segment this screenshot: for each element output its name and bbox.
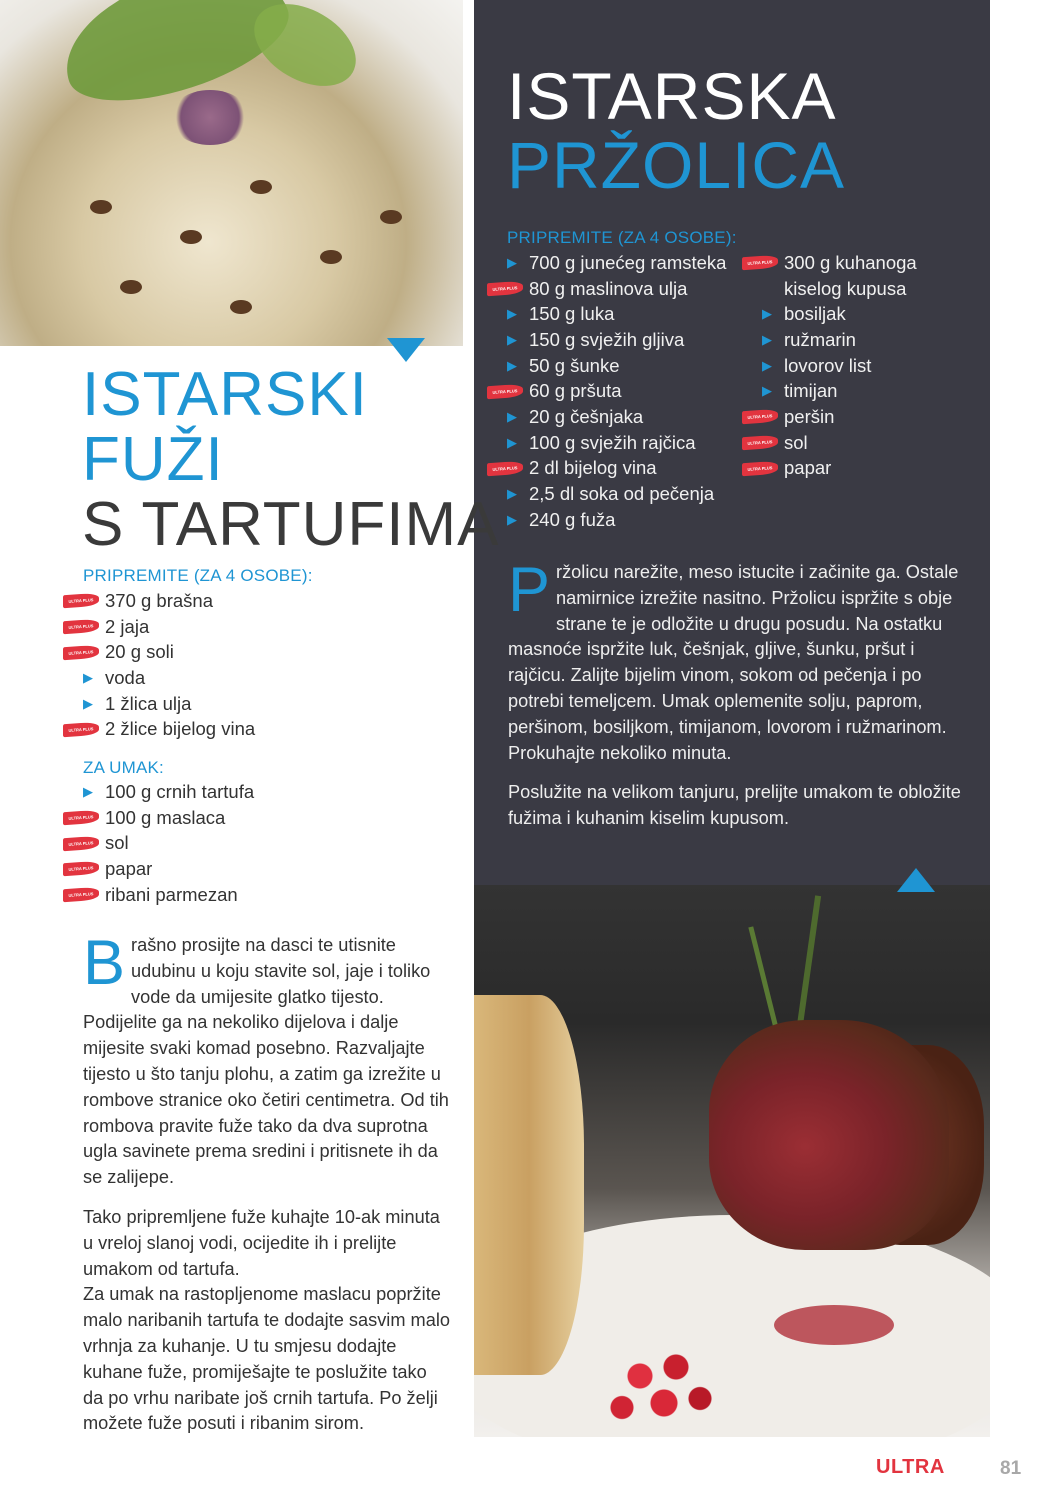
- ingredient-item: [59, 614, 255, 640]
- triangle-bullet-icon: ▶: [762, 331, 772, 347]
- ultra-plus-tag: ULTRA PLUS: [63, 593, 99, 609]
- ingredient-item: [483, 456, 726, 482]
- ultra-plus-tag: ULTRA PLUS: [742, 435, 778, 451]
- ultra-plus-logo-icon: [59, 620, 99, 633]
- ultra-plus-logo-icon: [59, 594, 99, 607]
- ultra-plus-logo-icon: [59, 646, 99, 659]
- ingredient-text: 100 g maslaca: [105, 806, 226, 828]
- ingredient-text: 50 g šunke: [529, 354, 620, 376]
- ingredient-text: bosiljak: [784, 303, 846, 325]
- ultra-plus-logo-icon: [738, 256, 778, 269]
- triangle-bullet-icon: ▶: [83, 695, 93, 711]
- ingredient-item: [483, 430, 726, 456]
- ingredient-item: [483, 378, 726, 404]
- ingredient-text: 2 jaja: [105, 615, 150, 637]
- ultra-plus-tag: ULTRA PLUS: [63, 644, 99, 660]
- ingredient-item: [738, 456, 917, 482]
- ultra-plus-tag: ULTRA PLUS: [63, 722, 99, 738]
- right-paragraph-1: Pržolicu narežite, meso istucite i začinite ga. Ostale namirnice izrežite nasitno. Pržolicu ispržite s obje strane te je odložite u drugu posudu. Na ostatku masnoće ispržite luk, češnjak, gljive, šunku, pršut i rajčicu. Zalijte bijelim vinom, sokom od pečenja i po potrebi temeljcem. Umak oplemenite solju, paprom, peršinom, bosiljkom, timijanom, lovorom i ružmarinom. Prokuhajte nekoliko minuta.: [508, 555, 959, 763]
- ultra-plus-logo-icon: [483, 282, 523, 295]
- ingredient-text: 100 g svježih rajčica: [529, 431, 696, 453]
- ultra-plus-tag: ULTRA PLUS: [63, 619, 99, 635]
- ingredient-item: [59, 588, 255, 614]
- steak-photo: [474, 885, 990, 1437]
- ingredient-text: 240 g fuža: [529, 508, 616, 530]
- right-ingredient-list-2: [738, 250, 917, 481]
- triangle-bullet-icon: ▶: [507, 306, 517, 322]
- ingredient-text: papar: [784, 457, 832, 479]
- ingredient-text: 20 g češnjaka: [529, 405, 644, 427]
- ultra-plus-tag: ULTRA PLUS: [487, 384, 523, 400]
- ultra-plus-logo-icon: [59, 862, 99, 875]
- ingredient-text: ružmarin: [784, 328, 856, 350]
- up-triangle-icon: [897, 868, 935, 892]
- left-recipe-title: [82, 360, 500, 559]
- triangle-bullet-icon: ▶: [507, 331, 517, 347]
- ultra-plus-logo-icon: [59, 837, 99, 850]
- ingredient-item: [738, 430, 917, 456]
- triangle-bullet-icon: ▶: [507, 357, 517, 373]
- ingredient-item: [738, 378, 917, 404]
- left-method-text: [83, 928, 451, 1437]
- ingredient-text: 1 žlica ulja: [105, 692, 192, 714]
- ultra-plus-tag: ULTRA PLUS: [63, 810, 99, 826]
- triangle-bullet-icon: ▶: [507, 408, 517, 424]
- ingredient-item: [59, 830, 254, 856]
- ingredient-item: [738, 404, 917, 430]
- ingredient-text: 80 g maslinova ulja: [529, 277, 688, 299]
- triangle-bullet-icon: ▶: [507, 254, 517, 270]
- dropcap-b: B: [83, 928, 126, 998]
- ingredient-item: [59, 716, 255, 742]
- ultra-plus-logo-icon: [59, 811, 99, 824]
- ingredient-item: [483, 250, 726, 276]
- ultra-plus-logo-icon: [738, 436, 778, 449]
- ultra-plus-tag: ULTRA PLUS: [742, 409, 778, 425]
- sauce-ingredient-list: [59, 779, 254, 907]
- ingredient-text: peršin: [784, 405, 835, 427]
- ingredient-text: voda: [105, 666, 146, 688]
- triangle-bullet-icon: ▶: [507, 434, 517, 450]
- ingredient-item: [738, 276, 917, 302]
- ingredient-item: [59, 691, 255, 717]
- ingredient-text: 2 dl bijelog vina: [529, 457, 657, 479]
- ingredient-item: [483, 481, 726, 507]
- ingredient-item: [738, 353, 917, 379]
- sauce-heading: ZA UMAK:: [83, 758, 164, 777]
- ingredient-item: [483, 404, 726, 430]
- ingredient-item: [738, 301, 917, 327]
- ingredient-item: [738, 327, 917, 353]
- down-triangle-icon: [387, 338, 425, 362]
- ingredient-item: [59, 779, 254, 805]
- left-paragraph-2: Tako pripremljene fuže kuhajte 10-ak minuta u vreloj slanoj vodi, ocijedite ih i prelijte umakom od tartufa.: [83, 1206, 440, 1279]
- triangle-bullet-icon: ▶: [762, 383, 772, 399]
- ingredient-text: ribani parmezan: [105, 883, 238, 905]
- ingredient-item: [483, 507, 726, 533]
- title-line-2: FUŽI: [82, 425, 224, 494]
- title-line-3: S TARTUFIMA: [82, 490, 500, 559]
- triangle-bullet-icon: ▶: [762, 306, 772, 322]
- ultra-plus-tag: ULTRA PLUS: [487, 461, 523, 477]
- ultra-plus-tag: ULTRA PLUS: [742, 461, 778, 477]
- ingredient-text: 20 g soli: [105, 641, 174, 663]
- triangle-bullet-icon: ▶: [83, 669, 93, 685]
- title-line-2: PRŽOLICA: [507, 128, 846, 202]
- left-paragraph-3: Za umak na rastopljenome maslacu popržite malo naribanih tartufa te dodajte sasvim malo vrhnja za kuhanje. U tu smjesu dodajte kuhane fuže, promiješajte te poslužite tako da po vrhu naribate još crnih tartufa. Po želji možete fuže posuti i ribanim sirom.: [83, 1284, 450, 1434]
- ultra-plus-tag: ULTRA PLUS: [63, 835, 99, 851]
- ingredient-text: 150 g luka: [529, 303, 615, 325]
- ultra-plus-logo-icon: [483, 385, 523, 398]
- ingredient-text: 2,5 dl soka od pečenja: [529, 483, 715, 505]
- ingredient-text: timijan: [784, 380, 838, 402]
- right-ingredient-list-1: [483, 250, 726, 533]
- triangle-bullet-icon: ▶: [507, 511, 517, 527]
- title-line-1: ISTARSKA: [507, 59, 837, 133]
- ingredient-text: 700 g junećeg ramsteka: [529, 251, 727, 273]
- ingredient-text: 100 g crnih tartufa: [105, 780, 255, 802]
- triangle-bullet-icon: ▶: [83, 783, 93, 799]
- ingredient-item: [59, 805, 254, 831]
- ingredient-text: 300 g kuhanoga: [784, 251, 917, 273]
- ingredient-item: [483, 276, 726, 302]
- ingredient-item: [483, 301, 726, 327]
- right-paragraph-2: Poslužite na velikom tanjuru, prelijte umakom te obložite fužima i kuhanim kiselim kupusom.: [508, 782, 961, 829]
- triangle-bullet-icon: ▶: [507, 486, 517, 502]
- ingredient-item: [483, 353, 726, 379]
- dropcap-p: P: [508, 555, 551, 625]
- ultra-plus-logo-icon: [483, 462, 523, 475]
- ingredient-text: 60 g pršuta: [529, 380, 622, 402]
- triangle-bullet-icon: ▶: [762, 357, 772, 373]
- ingredient-text: sol: [784, 431, 808, 453]
- ultra-plus-tag: ULTRA PLUS: [742, 255, 778, 271]
- right-method-text: [508, 555, 970, 832]
- left-paragraph-1: Brašno prosijte na dasci te utisnite udubinu u koju stavite sol, jaje i toliko vode da umijesite glatko tijesto. Podijelite ga na nekoliko dijelova i dalje mijesite svaki komad posebno. Razvaljajte tijesto u što tanju plohu, a zatim ga izrežite u rombove stranice oko četiri centimetra. Od tih rombova pravite fuže tako da dva suprotna ugla savinete prema sredini i pritisnete ih da se zalijepe.: [83, 928, 449, 1188]
- right-prepare-heading: PRIPREMITE (ZA 4 OSOBE):: [507, 228, 737, 247]
- ultra-plus-logo-icon: [738, 462, 778, 475]
- title-line-1: ISTARSKI: [82, 360, 368, 429]
- ingredient-item: [738, 250, 917, 276]
- ingredient-text: lovorov list: [784, 354, 872, 376]
- ingredient-item: [483, 327, 726, 353]
- ingredient-text: sol: [105, 832, 129, 854]
- ultra-plus-tag: ULTRA PLUS: [63, 861, 99, 877]
- ultra-plus-tag: ULTRA PLUS: [63, 887, 99, 903]
- brand-logo: ULTRA: [876, 1456, 945, 1478]
- ingredient-text: 150 g svježih gljiva: [529, 328, 685, 350]
- ingredient-text: kiselog kupusa: [784, 277, 907, 299]
- left-ingredient-list: [59, 588, 255, 742]
- ingredient-text: papar: [105, 857, 153, 879]
- page-number: 81: [1000, 1458, 1022, 1479]
- ingredient-item: [59, 882, 254, 908]
- ultra-plus-logo-icon: [59, 723, 99, 736]
- ingredient-item: [59, 665, 255, 691]
- right-recipe-title: [507, 59, 846, 202]
- left-prepare-heading: PRIPREMITE (ZA 4 OSOBE):: [83, 566, 313, 585]
- ultra-plus-logo-icon: [738, 410, 778, 423]
- ingredient-text: 370 g brašna: [105, 589, 214, 611]
- ultra-plus-logo-icon: [59, 888, 99, 901]
- ultra-plus-tag: ULTRA PLUS: [487, 281, 523, 297]
- ingredient-text: 2 žlice bijelog vina: [105, 718, 256, 740]
- ingredient-item: [59, 856, 254, 882]
- pasta-photo: [0, 0, 463, 346]
- ingredient-item: [59, 639, 255, 665]
